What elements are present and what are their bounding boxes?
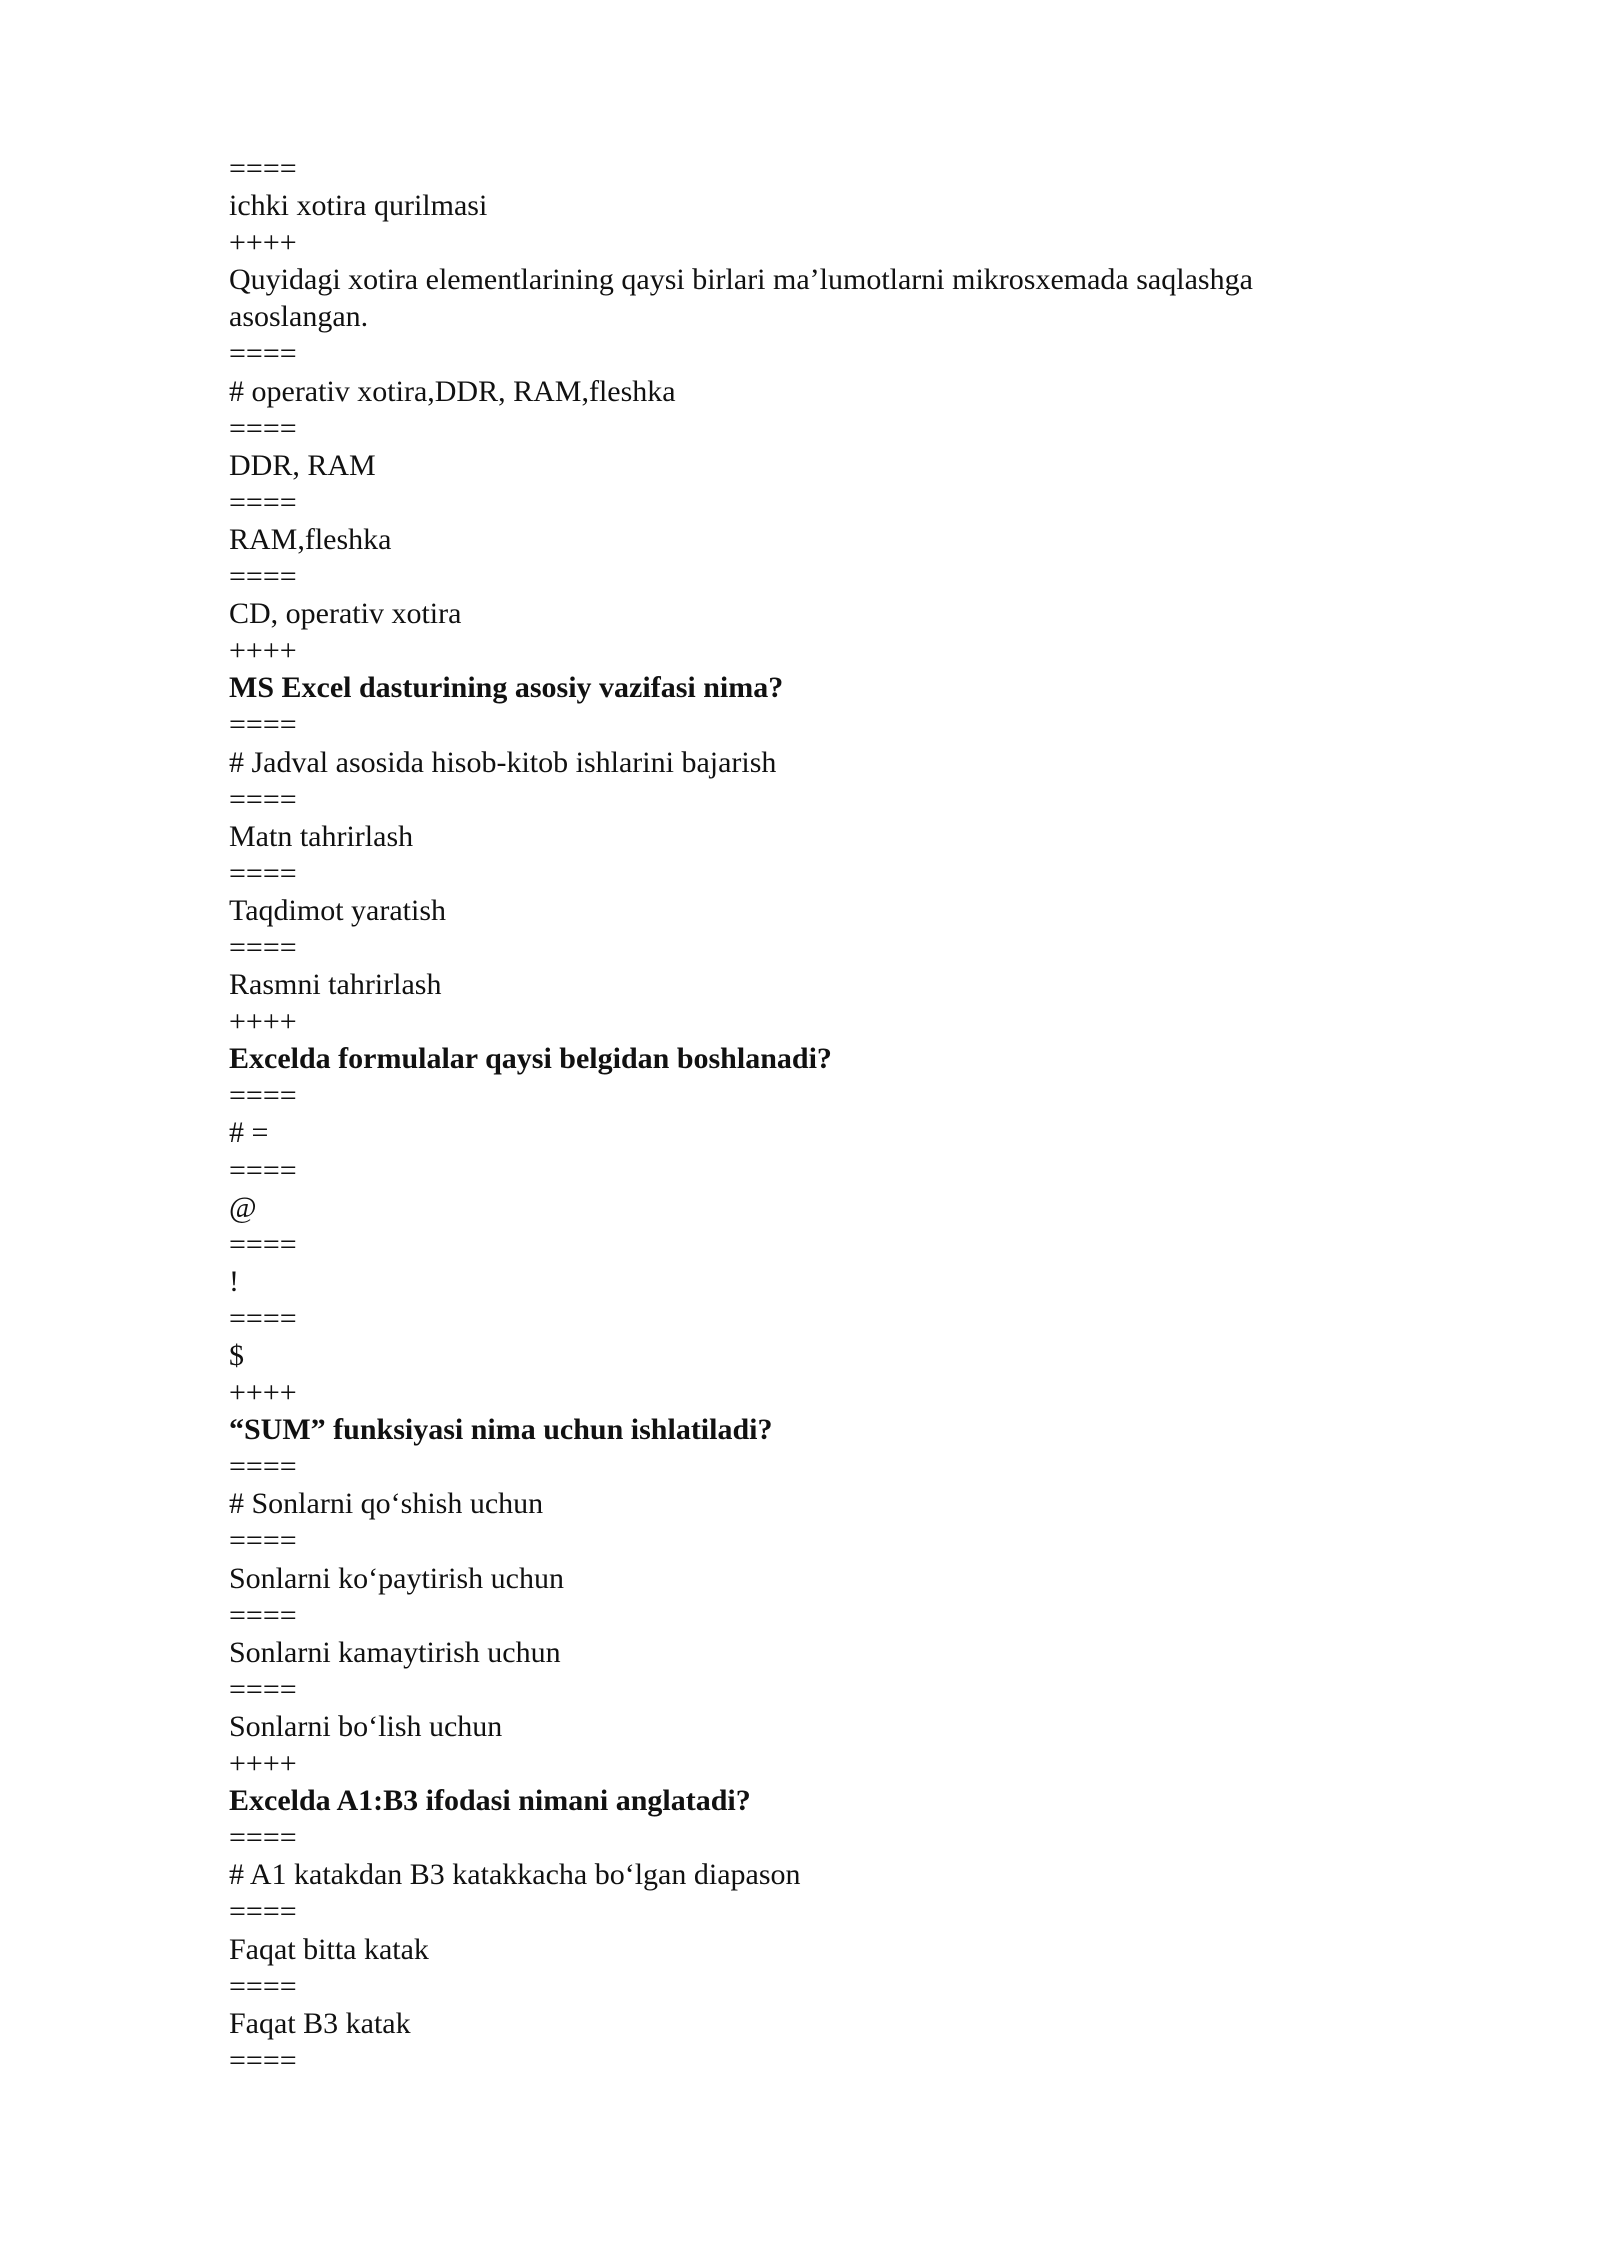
question-separator-line: ++++ [229, 1747, 297, 1781]
correct-answer-line: # operativ xotira,DDR, RAM,fleshka [229, 374, 676, 408]
answer-option-line: $ [229, 1339, 244, 1372]
separator-line: ==== [229, 1301, 297, 1335]
answer-option-line: Sonlarni kamaytirish uchun [229, 1635, 561, 1669]
question-heading: Excelda A1:B3 ifodasi nimani anglatadi? [229, 1784, 751, 1818]
answer-option-line: Sonlarni ko‘paytirish uchun [229, 1561, 564, 1595]
answer-option-line: Faqat bitta katak [229, 1932, 429, 1966]
separator-line: ==== [229, 1227, 297, 1261]
question-separator-line: ++++ [229, 1376, 297, 1410]
document-body [229, 150, 1369, 2079]
question-heading: MS Excel dasturining asosiy vazifasi nima? [229, 671, 784, 705]
correct-answer-line: # Jadval asosida hisob-kitob ishlarini bajarish [229, 745, 777, 779]
question-separator-line: ++++ [229, 1005, 297, 1039]
separator-line: ==== [229, 708, 297, 742]
answer-option-line: Taqdimot yaratish [229, 893, 447, 927]
separator-line: ==== [229, 1672, 297, 1706]
separator-line: ==== [229, 856, 297, 890]
correct-answer-line: # A1 katakdan B3 katakkacha bo‘lgan diapason [229, 1858, 801, 1892]
separator-line: ==== [229, 1895, 297, 1929]
answer-option-line: RAM,fleshka [229, 522, 392, 556]
separator-line: ==== [229, 1969, 297, 2003]
question-separator-line: ++++ [229, 634, 297, 668]
question-heading: “SUM” funksiyasi nima uchun ishlatiladi? [229, 1413, 773, 1447]
separator-line: ==== [229, 152, 297, 185]
separator-line: ==== [229, 1524, 297, 1558]
answer-option-line: ! [229, 1264, 239, 1298]
answer-option-line: ichki xotira qurilmasi [229, 189, 488, 223]
answer-option-line: Sonlarni bo‘lish uchun [229, 1709, 503, 1743]
separator-line: ==== [229, 485, 297, 519]
separator-line: ==== [229, 1598, 297, 1632]
separator-line: ==== [229, 782, 297, 816]
answer-option-line: Rasmni tahrirlash [229, 968, 442, 1002]
separator-line: ==== [229, 411, 297, 445]
answer-option-line: CD, operativ xotira [229, 597, 462, 631]
correct-answer-line: # = [229, 1116, 269, 1150]
answer-option-line: @ [229, 1190, 257, 1224]
separator-line: ==== [229, 337, 297, 371]
separator-line: ==== [229, 1821, 297, 1855]
separator-line: ==== [229, 1450, 297, 1484]
separator-line: ==== [229, 560, 297, 594]
answer-option-line: DDR, RAM [229, 448, 376, 482]
answer-option-line: Quyidagi xotira elementlarining qaysi birlari ma’lumotlarni mikrosxemada saqlashga asoslangan. [229, 263, 1261, 334]
separator-line: ==== [229, 1153, 297, 1187]
question-separator-line: ++++ [229, 226, 297, 260]
correct-answer-line: # Sonlarni qo‘shish uchun [229, 1487, 544, 1521]
separator-line: ==== [229, 1079, 297, 1113]
answer-option-line: Faqat B3 katak [229, 2006, 411, 2040]
answer-option-line: Matn tahrirlash [229, 819, 414, 853]
separator-line: ==== [229, 2043, 297, 2077]
separator-line: ==== [229, 930, 297, 964]
question-heading: Excelda formulalar qaysi belgidan boshlanadi? [229, 1042, 832, 1076]
